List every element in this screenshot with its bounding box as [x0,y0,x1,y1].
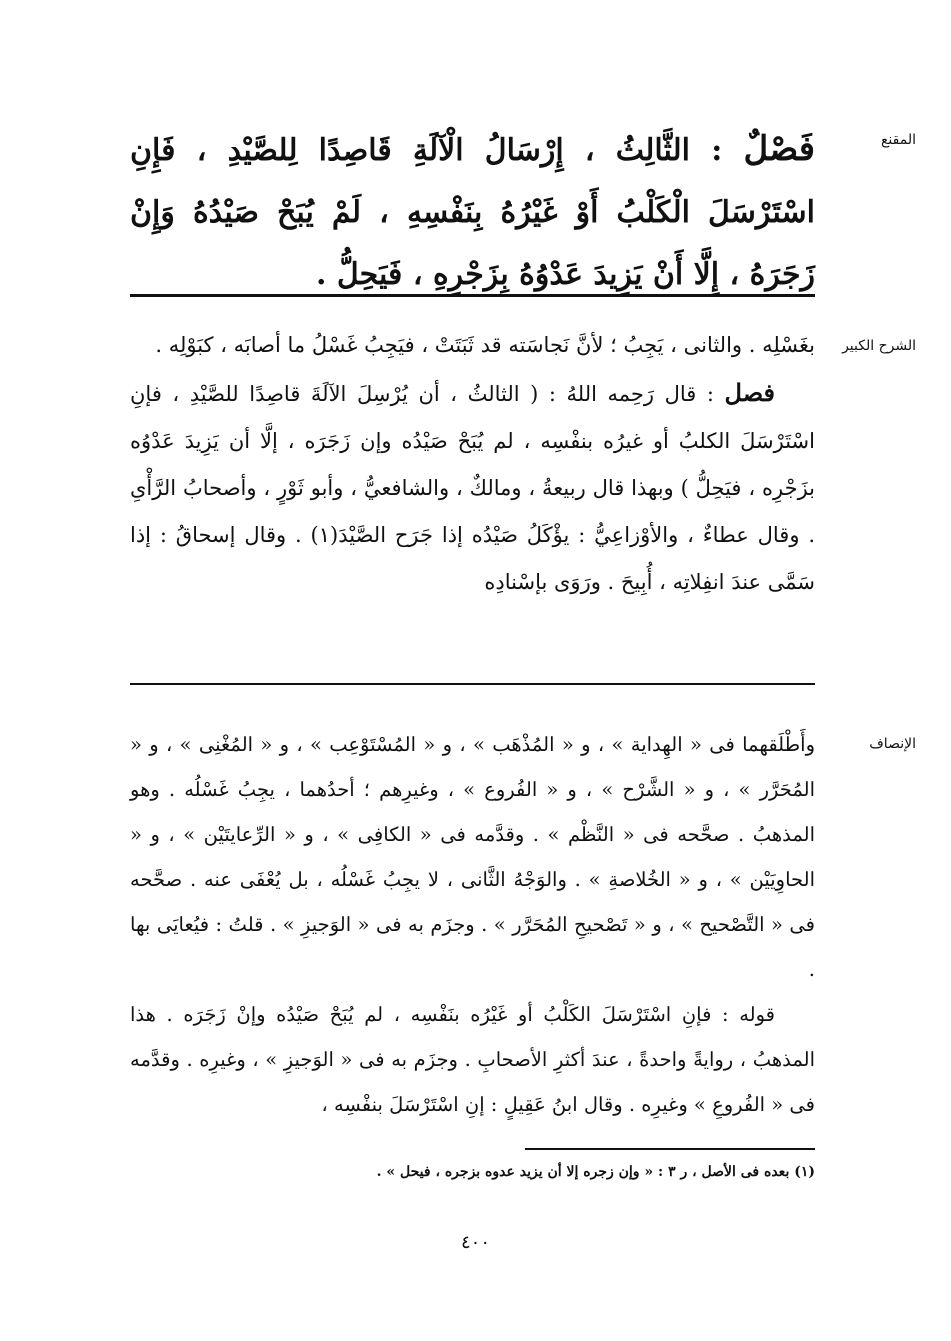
section-divider [130,683,815,685]
sharh-paragraph-1: بغَسْلِه . والثانى ، يَجِبُ ؛ لأنَّ نَجاسَته قد ثَبَتَتْ ، فيَجِبُ غَسْلُ ما أصابَه ، كبَوْلِه . [155,333,815,357]
section-divider-thick [130,294,815,297]
sharh-text-block [130,322,815,606]
muqni-heading: فَصْلٌ [743,129,815,169]
footnote-divider [525,1148,815,1150]
page-number: ٤٠٠ [460,1232,490,1253]
muqni-text-block [130,118,815,306]
sharh-paragraph-2: : قال رَحِمه اللهُ : ( الثالثُ ، أن يُرْسِلَ الآلَةَ قاصِدًا للصَّيْدِ ، فإنِ اسْتَرْسَلَ الكلبُ أو غيرُه بنفْسِه ، لم يُبَحْ صَيْدُه وإن زَجَرَه ، إلَّا أن يَزِيدَ عَدْوُه بزَجْرِه ، فيَحِلُّ ) وبهذا قال ربيعةُ ، ومالكٌ ، والشافعيُّ ، وأبو ثَوْرٍ ، وأصحابُ الرَّأْىِ . وقال عطاءٌ ، والأوْزاعِيُّ : يؤْكَلُ صَيْدُه إذا جَرَح الصَّيْدَ(١) . وقال إسحاقُ : إذا سَمَّى عندَ انفِلاتِه ، أُبِيحَ . ورَوَى بإسْنادِه [130,382,815,594]
insaf-paragraph-1: وأَطْلَقهما فى « الهِداية » ، و « المُذْهَب » ، و « المُسْتَوْعِب » ، و « المُغْنِى » ، و « المُحَرَّر » ، و « الشَّرْح » ، و « الفُروع » ، وغيرِهم ؛ أحدُهما ، يجِبُ غَسْلُه . وهو المذهبُ . صحَّحه فى « النَّظْم » . وقدَّمه فى « الكافِى » ، و « الرِّعايتَيْن » ، و « الحاوِيَيْن » ، و « الخُلاصةِ » . والوَجْهُ الثَّانى ، لا يجِبُ غَسْلُه ، بل يُعْفَى عنه . صحَّحه فى « التَّصْحيح » ، و « تَصْحيحِ المُحَرَّر » . وجزَم به فى « الوَجيزِ » . قلتُ : فيُعايَى بها . [130,733,815,981]
insaf-paragraph-2: قوله : فإنِ اسْتَرْسَلَ الكَلْبُ أو غَيْرُه بنَفْسِه ، لم يُبَحْ صَيْدُه وإنْ زَجَرَه . هذا المذهبُ ، روايةً واحدةً ، عندَ أكثرِ الأصحابِ . وجزَم به فى « الوَجيزِ » ، وغيرِه . وقدَّمه فى « الفُروعِ » وغيرِه . وقال ابنُ عَقِيلٍ : إنِ اسْتَرْسَلَ بنفْسِه ، [130,1003,815,1116]
insaf-label: الإنصاف [869,736,916,752]
sharh-label: الشرح الكبير [842,338,916,354]
sharh-heading: فصل [724,378,775,407]
muqni-text: : الثَّالِثُ ، إِرْسَالُ الْآلَةِ قَاصِدًا لِلصَّيْدِ ، فَإِنِ اسْتَرْسَلَ الْكَلْبُ أَوْ غَيْرُهُ بِنَفْسِهِ ، لَمْ يُبَحْ صَيْدُهُ وَإِنْ زَجَرَهُ ، إِلَّا أَنْ يَزِيدَ عَدْوُهُ بِزَجْرِهِ ، فَيَحِلُّ . [130,133,815,292]
insaf-text-block [130,722,815,1127]
muqni-label: المقنع [880,132,916,148]
footnote: (١) بعده فى الأصل ، ر ٣ : « وإن زجره إلا أن يزيد عدوه بزجره ، فيحل » . [376,1164,815,1180]
